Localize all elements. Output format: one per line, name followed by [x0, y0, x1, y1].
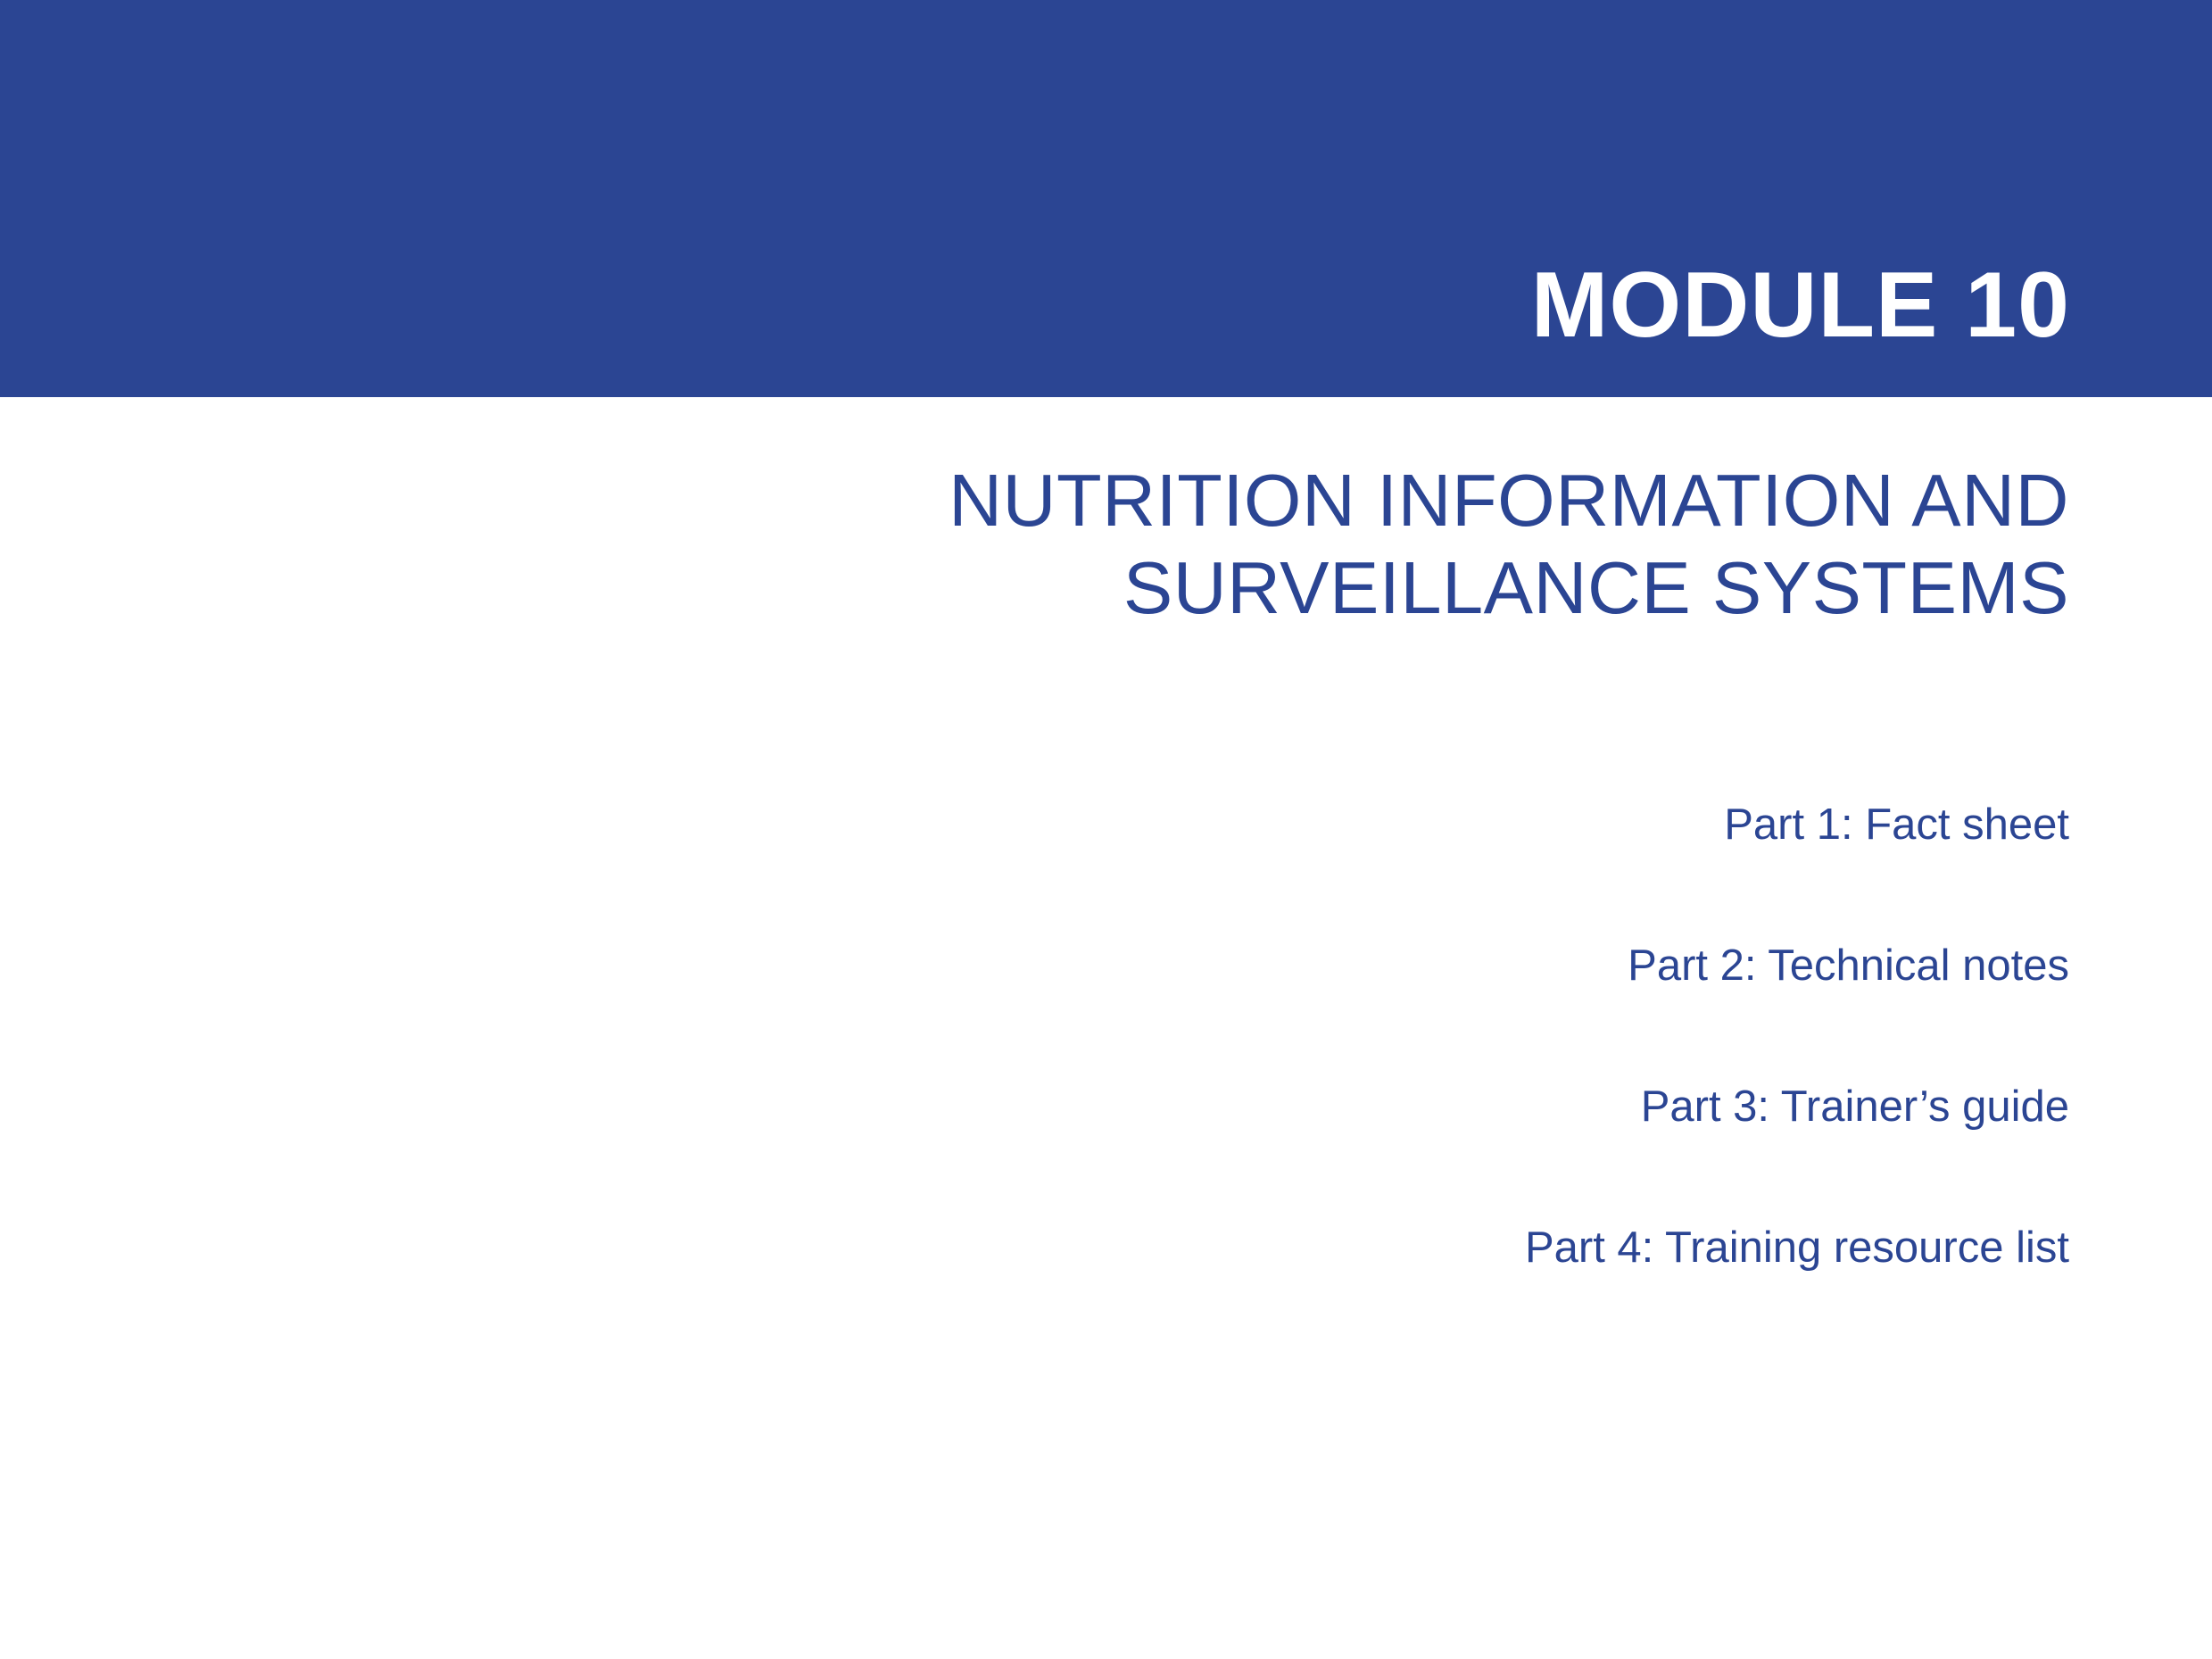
- list-item: Part 4: Training resource list: [1524, 1224, 2069, 1272]
- page-title-line-2: SURVEILLANCE SYSTEMS: [1123, 545, 2069, 629]
- list-item: Part 3: Trainer’s guide: [1640, 1082, 2069, 1131]
- page-title-line-1: NUTRITION INFORMATION AND: [949, 459, 2069, 542]
- module-number-title: MODULE 10: [1530, 253, 2070, 357]
- list-item: Part 1: Fact sheet: [1724, 800, 2069, 849]
- header-band: [0, 0, 2212, 397]
- parts-list: [552, 800, 2069, 1272]
- list-item: Part 2: Technical notes: [1628, 941, 2069, 990]
- page-title: [552, 457, 2069, 632]
